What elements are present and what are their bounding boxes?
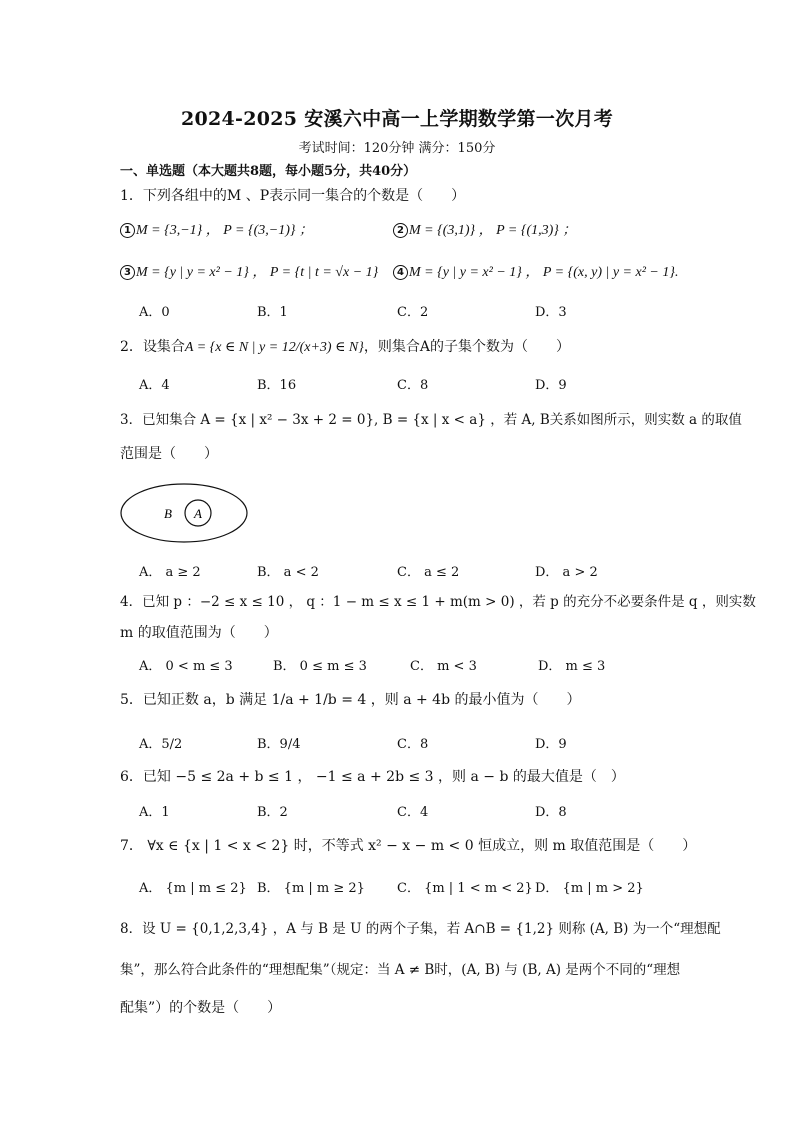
q2-set: A = {x ∈ N | y = 12/(x+3) ∈ N} [184, 340, 364, 355]
circled-number-1: 1 [120, 223, 135, 238]
q4-option-a: A． 0 < m ≤ 3 [139, 659, 233, 674]
q2-option-d: D．9 [535, 378, 567, 393]
q6-option-c: C．4 [397, 805, 429, 820]
circled-number-3: 3 [120, 265, 135, 280]
q4-option-d: D． m ≤ 3 [538, 659, 606, 674]
q7-option-c: C． {m | 1 < m < 2} [397, 881, 533, 896]
venn-diagram [120, 482, 260, 546]
venn-label-a: A [194, 506, 202, 521]
q5-option-a: A．5/2 [139, 737, 183, 752]
exam-subtitle: 考试时间：120分钟 满分：150分 [298, 141, 496, 156]
q2-prefix: 2．设集合 [120, 339, 185, 355]
circled-number-4: 4 [393, 265, 408, 280]
q2-option-c: C．8 [397, 378, 429, 393]
circled-number-2: 2 [393, 223, 408, 238]
q6-option-d: D．8 [535, 805, 567, 820]
q8-stem-line-3: 配集”）的个数是（ ） [120, 1000, 282, 1016]
q3-stem-line-2: 范围是（ ） [120, 446, 218, 462]
q1-item-3 [120, 262, 378, 283]
q5-option-c: C．8 [397, 737, 429, 752]
q1-option-b: B．1 [257, 305, 288, 320]
q5-stem: 5．已知正数 a，b 满足 1/a + 1/b = 4 ，则 a + 4b 的最小值为（ ） [120, 692, 581, 708]
section-heading: 一、单选题（本大题共8题，每小题5分，共40分） [120, 164, 417, 179]
q1-item-1 [120, 220, 313, 241]
q1-option-a: A．0 [139, 305, 170, 320]
q7-option-b: B． {m | m ≥ 2} [257, 881, 365, 896]
q1-item-4 [393, 262, 678, 283]
q5-option-b: B．9/4 [257, 737, 301, 752]
q2-stem [120, 337, 570, 358]
q1-stem: 1．下列各组中的M 、P表示同一集合的个数是（ ） [120, 188, 466, 204]
venn-outer-set [121, 484, 247, 542]
q3-stem-line-1: 3．已知集合 A = {x | x² − 3x + 2 = 0}, B = {x | x < a} ，若 A, B关系如图所示，则实数 a 的取值 [120, 412, 742, 428]
q3-option-b: B． a < 2 [257, 565, 319, 580]
q3-option-d: D． a > 2 [535, 565, 598, 580]
q1-item-3-text: M = {y | y = x² − 1} ， P = {t | t = √x − 1} [136, 265, 379, 280]
exam-title: 2024-2025 安溪六中高一上学期数学第一次月考 [180, 108, 614, 130]
q2-suffix: ，则集合A的子集个数为（ ） [363, 339, 570, 355]
q6-stem: 6．已知 −5 ≤ 2a + b ≤ 1 ， −1 ≤ a + 2b ≤ 3 ，则 a − b 的最大值是（ ） [120, 769, 625, 785]
q1-option-c: C．2 [397, 305, 429, 320]
q5-option-d: D．9 [535, 737, 567, 752]
q7-option-d: D． {m | m > 2} [535, 881, 644, 896]
q3-option-c: C． a ≤ 2 [397, 565, 460, 580]
q6-option-b: B．2 [257, 805, 288, 820]
q1-item-2-text: M = {(3,1)} ， P = {(1,3)} ； [409, 223, 577, 238]
q8-stem-line-1: 8．设 U = {0,1,2,3,4} ，A 与 B 是 U 的两个子集，若 A∩B = {1,2} 则称 (A, B) 为一个“理想配 [120, 921, 721, 937]
q4-stem-line-1: 4．已知 p ：−2 ≤ x ≤ 10 ， q ：1 − m ≤ x ≤ 1 + m(m > 0) ，若 p 的充分不必要条件是 q ，则实数 [120, 594, 756, 610]
q4-option-c: C． m < 3 [410, 659, 477, 674]
q8-stem-line-2: 集”，那么符合此条件的“理想配集”（规定：当 A ≠ B时，(A, B) 与 (B, A) 是两个不同的“理想 [120, 962, 681, 978]
q1-option-d: D．3 [535, 305, 567, 320]
q3-option-a: A． a ≥ 2 [139, 565, 201, 580]
q7-stem: 7． ∀x ∈ {x | 1 < x < 2} 时，不等式 x² − x − m < 0 恒成立，则 m 取值范围是（ ） [120, 838, 697, 854]
q1-item-1-text: M = {3,−1} ， P = {(3,−1)} ； [136, 223, 313, 238]
q1-item-4-text: M = {y | y = x² − 1} ， P = {(x, y) | y = x² − 1}. [409, 265, 679, 280]
q2-option-a: A．4 [139, 378, 170, 393]
q6-option-a: A．1 [139, 805, 170, 820]
q4-option-b: B． 0 ≤ m ≤ 3 [273, 659, 367, 674]
q4-stem-line-2: m 的取值范围为（ ） [120, 625, 278, 641]
q2-option-b: B．16 [257, 378, 297, 393]
q1-item-2 [393, 220, 576, 241]
q7-option-a: A． {m | m ≤ 2} [139, 881, 247, 896]
venn-label-b: B [164, 506, 172, 521]
